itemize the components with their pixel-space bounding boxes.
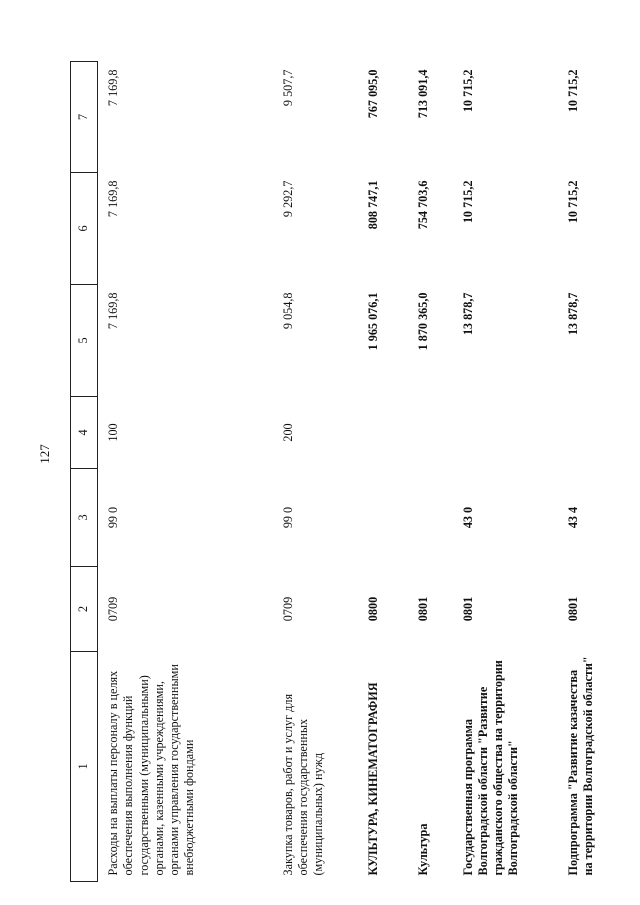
row-value-6: 10 715,2 bbox=[565, 180, 580, 224]
row-kind-code bbox=[453, 397, 558, 469]
column-header-6: 6 bbox=[71, 173, 98, 285]
row-kind-code bbox=[558, 397, 640, 469]
row-name: Расходы на выплаты персоналу в целях обеспечения выполнения функций государственными (муниципальными) органами, казенными учреждениями, органами управления государственными внебюджетными фондами bbox=[106, 664, 197, 876]
row-value-5: 1 870 365,0 bbox=[415, 292, 430, 351]
row-target-code: 99 0 bbox=[106, 506, 120, 529]
column-header-5: 5 bbox=[71, 285, 98, 397]
row-value-6: 808 747,1 bbox=[365, 180, 380, 230]
table-row bbox=[453, 62, 558, 882]
row-target-code bbox=[408, 469, 453, 567]
table-row bbox=[558, 62, 640, 882]
row-value-5: 9 054,8 bbox=[280, 292, 295, 330]
row-section-code: 0709 bbox=[106, 596, 120, 622]
row-value-6: 10 715,2 bbox=[460, 180, 475, 224]
row-value-6: 754 703,6 bbox=[415, 180, 430, 230]
column-header-1: 1 bbox=[71, 652, 98, 882]
row-kind-code bbox=[358, 397, 408, 469]
row-kind-code: 200 bbox=[280, 423, 295, 442]
row-value-5: 13 878,7 bbox=[460, 292, 475, 336]
row-value-7: 713 091,4 bbox=[415, 69, 430, 119]
row-target-code: 43 4 bbox=[565, 506, 580, 529]
row-value-7: 767 095,0 bbox=[365, 69, 380, 119]
row-value-5: 13 878,7 bbox=[565, 292, 580, 336]
row-section-code: 0709 bbox=[280, 596, 295, 622]
row-value-7: 10 715,2 bbox=[460, 69, 475, 113]
table-row bbox=[98, 62, 273, 882]
table-header-row bbox=[71, 62, 98, 882]
row-name: Подпрограмма "Развитие казачества на территории Волгоградской области" bbox=[565, 656, 595, 876]
row-name: КУЛЬТУРА, КИНЕМАТОГРАФИЯ bbox=[365, 682, 380, 876]
column-header-4: 4 bbox=[71, 397, 98, 469]
column-header-7: 7 bbox=[71, 62, 98, 173]
row-target-code: 43 0 bbox=[460, 506, 475, 529]
table-row bbox=[408, 62, 453, 882]
row-kind-code bbox=[408, 397, 453, 469]
row-section-code: 0801 bbox=[460, 596, 475, 622]
column-header-2: 2 bbox=[71, 567, 98, 652]
page-number: 127 bbox=[37, 444, 52, 464]
row-name: Закупка товаров, работ и услуг для обеспечения государственных (муниципальных) нужд bbox=[280, 693, 325, 876]
row-value-5: 1 965 076,1 bbox=[365, 292, 380, 351]
row-name: Культура bbox=[415, 823, 430, 876]
row-value-5: 7 169,8 bbox=[106, 292, 120, 330]
column-header-3: 3 bbox=[71, 469, 98, 567]
row-section-code: 0800 bbox=[365, 596, 380, 622]
row-value-6: 7 169,8 bbox=[106, 180, 120, 218]
row-value-6: 9 292,7 bbox=[280, 180, 295, 218]
row-section-code: 0801 bbox=[415, 596, 430, 622]
budget-table bbox=[70, 61, 640, 882]
row-value-7: 10 715,2 bbox=[565, 69, 580, 113]
row-name: Государственная программа Волгоградской области "Развитие гражданского общества на территории Волгоградской области" bbox=[460, 660, 521, 876]
table-row bbox=[358, 62, 408, 882]
row-kind-code: 100 bbox=[106, 423, 120, 442]
table-row bbox=[273, 62, 358, 882]
rotated-table-container bbox=[70, 62, 640, 882]
row-target-code bbox=[358, 469, 408, 567]
row-target-code: 99 0 bbox=[280, 506, 295, 529]
row-section-code: 0801 bbox=[565, 596, 580, 622]
row-value-7: 7 169,8 bbox=[106, 69, 120, 107]
row-value-7: 9 507,7 bbox=[280, 69, 295, 107]
